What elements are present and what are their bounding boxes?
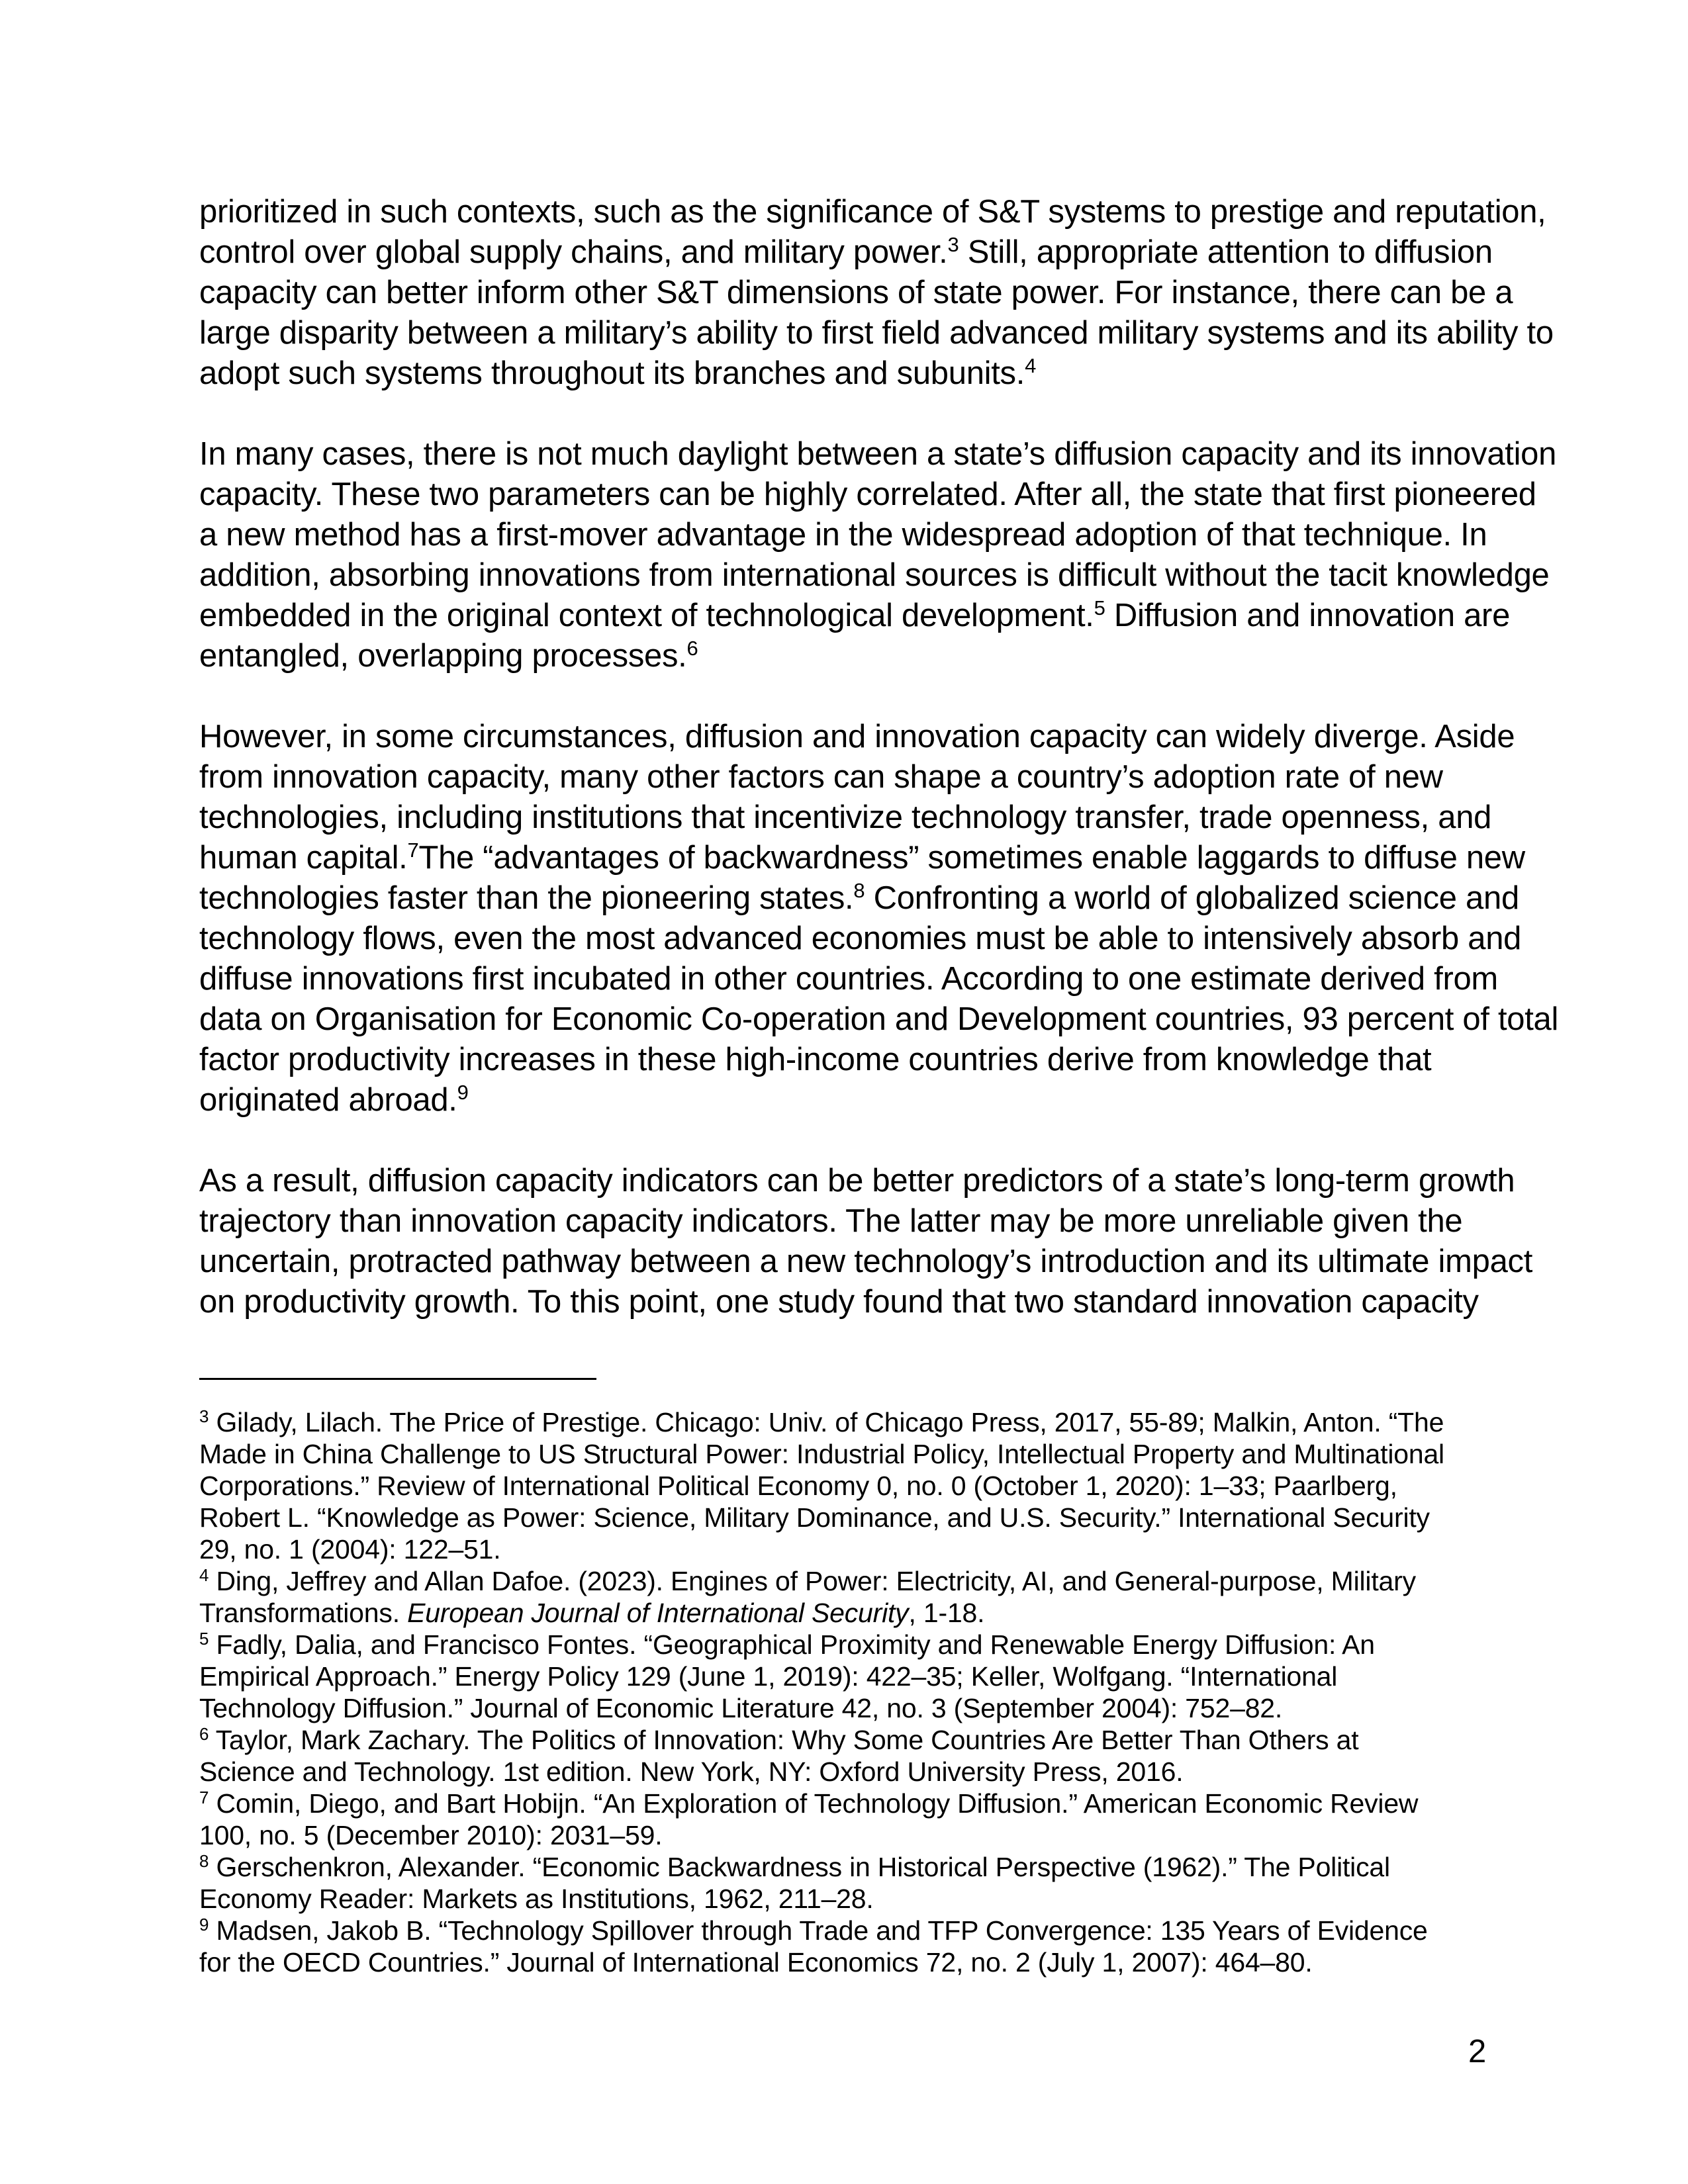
- text-line: originated abroad.$^9$: [199, 1081, 469, 1118]
- paragraph-4: [199, 1161, 1533, 1322]
- paragraph-2: [199, 434, 1557, 676]
- text-line: However, in some circumstances, diffusion and innovation capacity can widely diverge. Aside: [199, 719, 1515, 754]
- footnote-5: $^5$ Fadly, Dalia, and Francisco Fontes. “Geographical Proximity and Renewable Energy Diffusion: An Empirical Approach.” Energy Policy 129 (June 1, 2019): 422–35; Keller, Wolfgang. “International Technology Diffusion.” Journal of Economic Literature 42, no. 3 (September 2004): 752–82.: [199, 1629, 1375, 1723]
- text-line: large disparity between a military’s ability to first field advanced military systems and its ability to: [199, 315, 1554, 351]
- footnote-number: 3: [199, 1406, 209, 1426]
- text-line: technologies, including institutions that incentivize technology transfer, trade openness, and: [199, 799, 1492, 835]
- footnote-ref-4[interactable]: 4: [1025, 354, 1037, 377]
- text-line: addition, absorbing innovations from international sources is difficult without the tacit knowledge: [199, 557, 1550, 593]
- text-line: diffuse innovations first incubated in other countries. According to one estimate derived from: [199, 961, 1498, 997]
- text-line: data on Organisation for Economic Co-operation and Development countries, 93 percent of total: [199, 1001, 1559, 1037]
- text-line: prioritized in such contexts, such as the significance of S&T systems to prestige and reputation,: [199, 194, 1546, 230]
- footnote-number: 7: [199, 1788, 209, 1807]
- paragraph-1: [199, 192, 1554, 394]
- paragraph-3: [199, 717, 1559, 1120]
- text-line: human capital.$^7$The “advantages of backwardness” sometimes enable laggards to diffuse new: [199, 839, 1525, 876]
- footnote-number: 6: [199, 1724, 209, 1744]
- text-line: uncertain, protracted pathway between a new technology’s introduction and its ultimate impact: [199, 1244, 1533, 1279]
- text-line: As a result, diffusion capacity indicators can be better predictors of a state’s long-term growth: [199, 1163, 1515, 1199]
- text-line: factor productivity increases in these high-income countries derive from knowledge that: [199, 1042, 1432, 1077]
- footnote-number: 5: [199, 1629, 209, 1649]
- footnote-number: 4: [199, 1565, 209, 1585]
- text-line: capacity. These two parameters can be highly correlated. After all, the state that first pioneered: [199, 477, 1536, 512]
- footnote-ref-7[interactable]: 7: [407, 839, 419, 862]
- footnote-6: $^6$ Taylor, Mark Zachary. The Politics of Innovation: Why Some Countries Are Better Than Others at Science and Technology. 1st edition. New York, NY: Oxford University Press, 2016.: [199, 1724, 1359, 1787]
- text-line: from innovation capacity, many other factors can shape a country’s adoption rate of new: [199, 759, 1443, 795]
- footnote-4: $^4$ Ding, Jeffrey and Allan Dafoe. (2023). Engines of Power: Electricity, AI, and General-purpose, Military Transformations. European Journal of International Security, 1-18.: [199, 1565, 1416, 1628]
- footnote-9: $^9$ Madsen, Jakob B. “Technology Spillover through Trade and TFP Convergence: 135 Years of Evidence for the OECD Countries.” Journal of International Economics 72, no. 2 (July 1, 2007): 464–80.: [199, 1915, 1428, 1978]
- text-line: capacity can better inform other S&T dimensions of state power. For instance, there can be a: [199, 275, 1513, 310]
- body-text: [199, 192, 1559, 1363]
- footnote-number: 9: [199, 1915, 209, 1934]
- text-line: technology flows, even the most advanced economies must be able to intensively absorb and: [199, 921, 1522, 956]
- page-number: 2: [1468, 2034, 1487, 2070]
- footnote-ref-8[interactable]: 8: [853, 879, 865, 902]
- text-line: entangled, overlapping processes.$^6$: [199, 637, 698, 674]
- footnote-ref-6[interactable]: 6: [686, 637, 698, 660]
- text-line: control over global supply chains, and military power.$^3$ Still, appropriate attention to diffusion: [199, 233, 1493, 270]
- text-line: a new method has a first-mover advantage in the widespread adoption of that technique. In: [199, 517, 1487, 553]
- text-line: adopt such systems throughout its branches and subunits.$^4$: [199, 354, 1037, 391]
- footnote-3: $^3$ Gilady, Lilach. The Price of Prestige. Chicago: Univ. of Chicago Press, 2017, 55-89; Malkin, Anton. “The Made in China Challenge to US Structural Power: Industrial Policy, Intellectual Property and Multinational Corporations.” Review of International Political Economy 0, no. 0 (October 1, 2020): 1–33; Paarlberg, Robert L. “Knowledge as Power: Science, Military Dominance, and U.S. Security.” International Security 29, no. 1 (2004): 122–51.: [199, 1406, 1444, 1565]
- text-line: In many cases, there is not much daylight between a state’s diffusion capacity and its innovation: [199, 436, 1557, 472]
- footnote-7: $^7$ Comin, Diego, and Bart Hobijn. “An Exploration of Technology Diffusion.” American Economic Review 100, no. 5 (December 2010): 2031–59.: [199, 1788, 1419, 1850]
- journal-title: European Journal of International Security: [407, 1598, 909, 1628]
- footnote-ref-5[interactable]: 5: [1094, 596, 1105, 619]
- text-line: embedded in the original context of technological development.$^5$ Diffusion and innovation are: [199, 596, 1511, 633]
- footnotes-section: [199, 1406, 1490, 1978]
- text-line: technologies faster than the pioneering states.$^8$ Confronting a world of globalized science and: [199, 879, 1519, 916]
- footnote-8: $^8$ Gerschenkron, Alexander. “Economic Backwardness in Historical Perspective (1962).” The Political Economy Reader: Markets as Institutions, 1962, 211–28.: [199, 1851, 1390, 1914]
- text-line: trajectory than innovation capacity indicators. The latter may be more unreliable given the: [199, 1203, 1463, 1239]
- footnote-ref-9[interactable]: 9: [457, 1081, 469, 1104]
- footnote-ref-3[interactable]: 3: [947, 233, 959, 256]
- footnote-number: 8: [199, 1851, 209, 1871]
- footnote-separator-rule: [199, 1378, 596, 1380]
- text-line: on productivity growth. To this point, one study found that two standard innovation capacity: [199, 1284, 1479, 1320]
